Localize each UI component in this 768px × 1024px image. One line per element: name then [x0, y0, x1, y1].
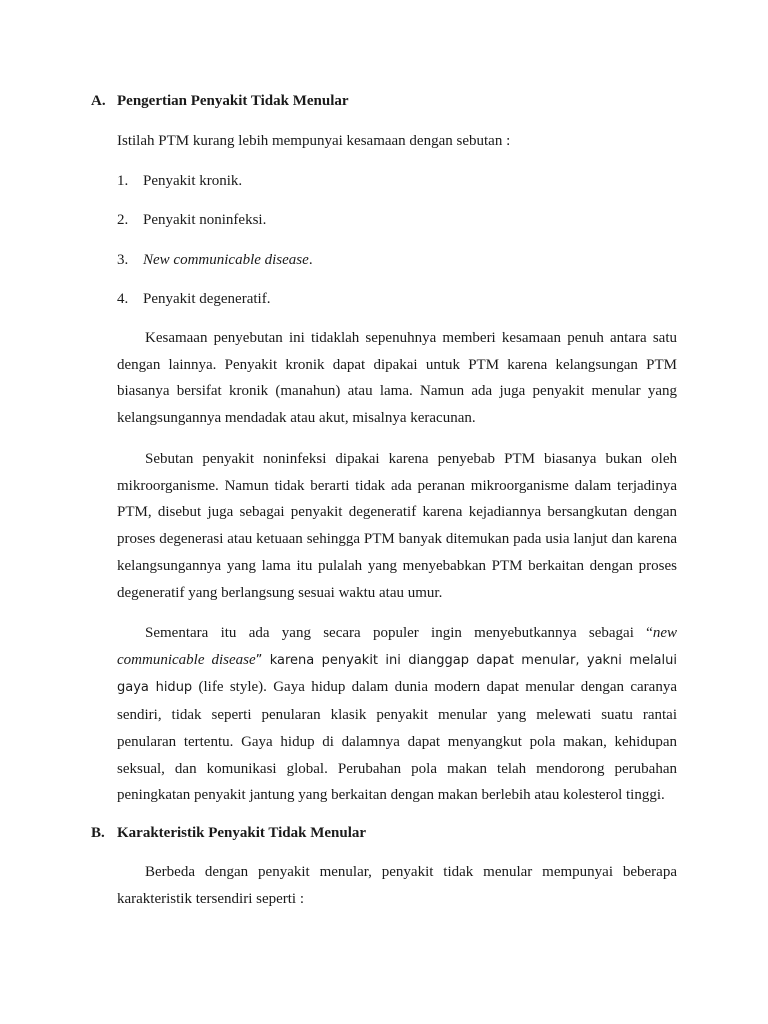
list-item-number: 3. — [117, 252, 129, 268]
list-item-text: New communicable disease — [143, 252, 309, 268]
section-b-title: Karakteristik Penyakit Tidak Menular — [117, 825, 367, 841]
section-a-letter: A. — [91, 93, 106, 109]
list-item — [117, 173, 242, 190]
section-a-heading — [91, 93, 349, 110]
section-b-paragraph-1: Berbeda dengan penyakit menular, penyakit tidak menular mempunyai beberapa karakteristik tersendiri seperti : — [117, 864, 677, 907]
paragraph-3-part-1: Sementara itu ada yang secara populer ingin menyebutkannya sebagai “ — [145, 625, 653, 641]
list-item-text: Penyakit degeneratif. — [143, 291, 271, 307]
paragraph-3-part-3: (life style). Gaya hidup dalam dunia modern dapat menular dengan caranya sendiri, tidak seperti penularan klasik penyakit menular yang melewati suatu rantai penularan tertentu. Gaya hidup di dalamnya dapat menyangkut pola makan, kehidupan seksual, dan komunikasi global. Perubahan pola makan telah mendorong perubahan peningkatan penyakit jantung yang berkaitan dengan makan berlebih atau kolesterol tinggi. — [117, 679, 677, 804]
section-b-heading — [91, 825, 366, 842]
list-item-text: Penyakit kronik. — [143, 173, 243, 189]
list-item-text: Penyakit noninfeksi. — [143, 212, 267, 228]
paragraph-3-part-2: ” karena penyakit ini dianggap dapat menular, yakni melalui gaya hidup — [117, 652, 677, 696]
list-item-number: 4. — [117, 291, 129, 307]
list-item — [117, 252, 313, 269]
section-a-paragraph-1: Kesamaan penyebutan ini tidaklah sepenuhnya memberi kesamaan penuh antara satu dengan lainnya. Penyakit kronik dapat dipakai untuk PTM karena kelangsungan PTM biasanya bersifat kronik (manahun) atau lama. Namun ada juga penyakit menular yang kelangsungannya mendadak atau akut, misalnya keracunan. — [117, 330, 677, 427]
paragraph-3-italic-term: new communicable disease — [117, 625, 677, 668]
section-b-letter: B. — [91, 825, 105, 841]
section-a-title: Pengertian Penyakit Tidak Menular — [117, 93, 349, 109]
section-a-paragraph-3 — [117, 620, 677, 809]
list-item — [117, 291, 270, 308]
list-item-number: 2. — [117, 212, 129, 228]
section-a-intro: Istilah PTM kurang lebih mempunyai kesamaan dengan sebutan : — [117, 133, 511, 149]
section-a-paragraph-2: Sebutan penyakit noninfeksi dipakai karena penyebab PTM biasanya bukan oleh mikroorganisme. Namun tidak berarti tidak ada peranan mikroorganisme dalam terjadinya PTM, disebut juga sebagai penyakit degeneratif karena kejadiannya bersangkutan dengan proses degenerasi atau ketuaan sehingga PTM banyak ditemukan pada usia lanjut dan karena kelangsungannya yang lama itu pulalah yang menyebabkan PTM berkaitan dengan proses degeneratif yang berlangsung sesuai waktu atau umur. — [117, 451, 677, 601]
list-item — [117, 212, 266, 229]
list-item-suffix: . — [308, 252, 313, 268]
list-item-number: 1. — [117, 173, 129, 189]
